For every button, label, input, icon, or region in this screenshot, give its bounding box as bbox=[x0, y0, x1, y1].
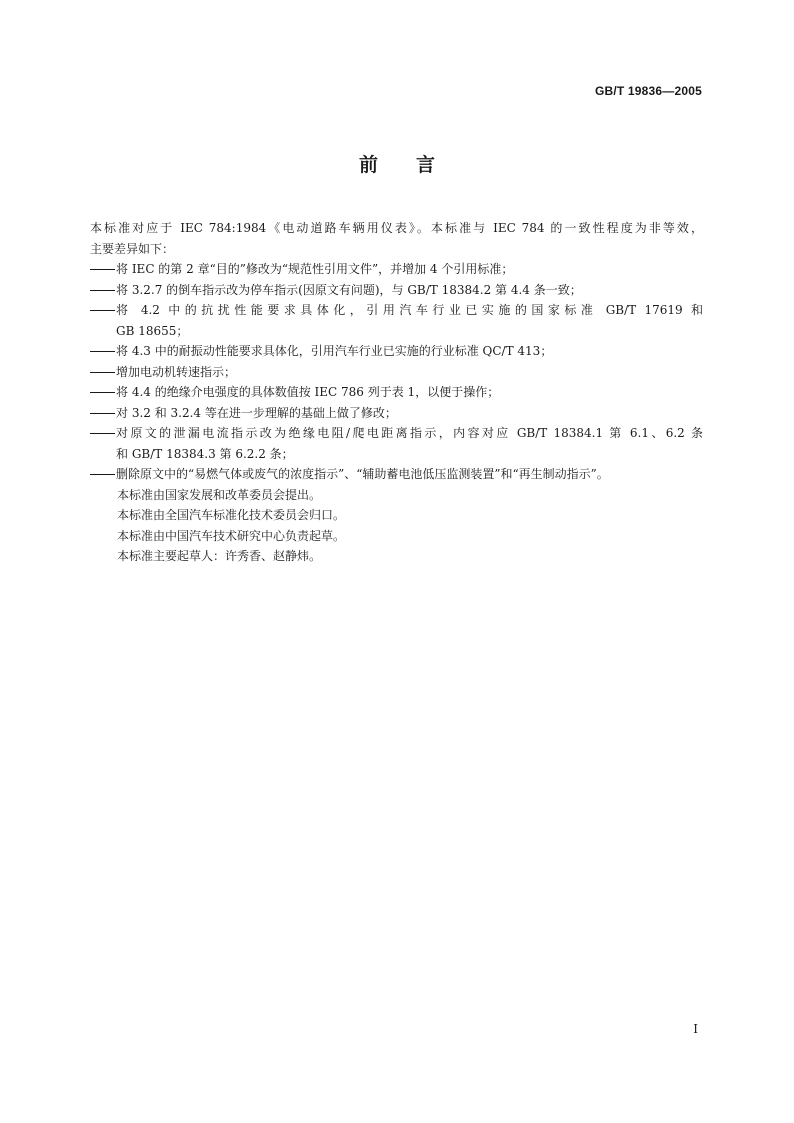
em-dash-bullet bbox=[90, 464, 116, 485]
list-item-text: 将 4.2 中的抗扰性能要求具体化，引用汽车行业已实施的国家标准 GB/T 17619 和 bbox=[116, 303, 703, 317]
em-dash-bullet bbox=[90, 382, 116, 403]
list-item bbox=[90, 300, 703, 341]
list-item bbox=[90, 362, 703, 383]
list-item bbox=[90, 280, 703, 301]
em-dash-bullet bbox=[90, 341, 116, 362]
page-number: I bbox=[693, 1022, 698, 1036]
closing-paragraphs bbox=[117, 485, 703, 567]
list-item bbox=[90, 259, 703, 280]
intro-line-2: 主要差异如下： bbox=[90, 241, 175, 256]
list-item-text: 将 IEC 的第 2 章“目的”修改为“规范性引用文件”，并增加 4 个引用标准； bbox=[116, 262, 514, 276]
closing-paragraph: 本标准由全国汽车标准化技术委员会归口。 bbox=[117, 508, 346, 522]
em-dash-bullet bbox=[90, 362, 116, 383]
list-item bbox=[90, 403, 703, 424]
list-item bbox=[90, 382, 703, 403]
list-item-text: 将 3.2.7 的倒车指示改为停车指示(因原文有问题)，与 GB/T 18384.2 第 4.4 条一致； bbox=[116, 282, 582, 297]
em-dash-bullet bbox=[90, 423, 116, 464]
standard-code: GB/T 19836—2005 bbox=[594, 84, 702, 98]
closing-paragraph: 本标准由中国汽车技术研究中心负责起草。 bbox=[117, 528, 346, 543]
list-item bbox=[90, 464, 703, 485]
list-item-text: 增加电动机转速指示； bbox=[116, 364, 237, 379]
list-item-text-continued: GB 18655； bbox=[116, 323, 189, 338]
difference-list bbox=[117, 259, 703, 485]
page-title: 前言 bbox=[358, 154, 473, 176]
closing-paragraph: 本标准主要起草人：许秀香、赵静炜。 bbox=[117, 549, 322, 563]
list-item-text: 将 4.4 的绝缘介电强度的具体数值按 IEC 786 列于表 1，以便于操作； bbox=[116, 385, 500, 399]
list-item-text: 对 3.2 和 3.2.4 等在进一步理解的基础上做了修改； bbox=[116, 405, 397, 420]
list-item-text: 删除原文中的“易燃气体或废气的浓度指示”、“辅助蓄电池低压监测装置”和“再生制动指示”。 bbox=[116, 467, 609, 481]
list-item-text: 对原文的泄漏电流指示改为绝缘电阻/爬电距离指示，内容对应 GB/T 18384.1 第 6.1、6.2 条 bbox=[116, 426, 703, 440]
document-body bbox=[90, 218, 703, 567]
intro-line-1: 本标准对应于 IEC 784:1984《电动道路车辆用仪表》。本标准与 IEC 784 的一致性程度为非等效， bbox=[90, 221, 703, 235]
list-item bbox=[90, 341, 703, 362]
em-dash-bullet bbox=[90, 280, 116, 301]
closing-paragraph: 本标准由国家发展和改革委员会提出。 bbox=[117, 487, 322, 502]
list-item-text: 将 4.3 中的耐振动性能要求具体化，引用汽车行业已实施的行业标准 QC/T 413； bbox=[116, 344, 553, 358]
em-dash-bullet bbox=[90, 403, 116, 424]
em-dash-bullet bbox=[90, 259, 116, 280]
em-dash-bullet bbox=[90, 300, 116, 341]
list-item bbox=[90, 423, 703, 464]
list-item-text-continued: 和 GB/T 18384.3 第 6.2.2 条； bbox=[116, 446, 294, 461]
